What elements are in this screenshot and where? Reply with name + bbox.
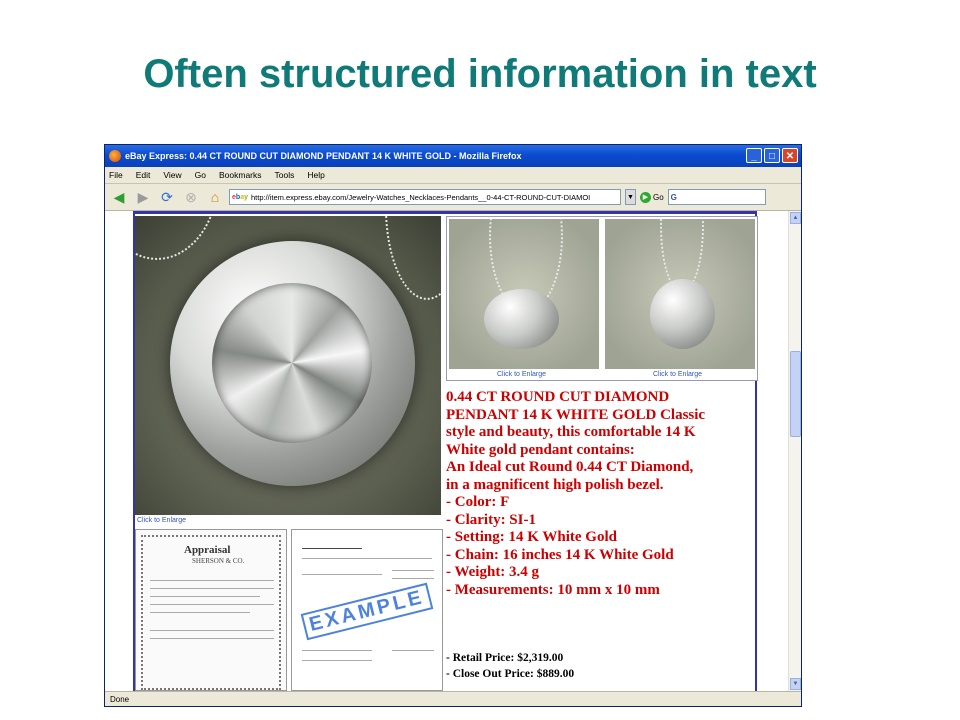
- description-line: PENDANT 14 K WHITE GOLD Classic: [446, 406, 706, 423]
- spec-setting: - Setting: 14 K White Gold: [446, 529, 617, 545]
- description-line: 0.44 CT ROUND CUT DIAMOND: [446, 389, 670, 405]
- closeout-price: - Close Out Price: $889.00: [446, 668, 575, 680]
- text-line: [150, 612, 250, 613]
- reload-icon[interactable]: ⟳: [161, 188, 173, 205]
- appraisal-certificate-image[interactable]: [135, 529, 287, 691]
- maximize-button[interactable]: □: [764, 148, 780, 163]
- description-line: An Ideal cut Round 0.44 CT Diamond,: [446, 459, 694, 475]
- text-line: [150, 580, 274, 581]
- window-title: eBay Express: 0.44 CT ROUND CUT DIAMOND PENDANT 14 K WHITE GOLD - Mozilla Firefox: [125, 151, 522, 161]
- spec-weight: - Weight: 3.4 g: [446, 564, 540, 580]
- menu-help[interactable]: Help: [307, 170, 325, 180]
- navigation-toolbar: [105, 184, 801, 211]
- menu-bookmarks[interactable]: Bookmarks: [218, 170, 262, 180]
- status-bar: [105, 691, 801, 706]
- url-input[interactable]: [229, 189, 621, 205]
- go-arrow-icon: ▶: [640, 192, 651, 203]
- text-line: [302, 548, 362, 549]
- menu-edit[interactable]: Edit: [135, 170, 151, 180]
- url-text: http://item.express.ebay.com/Jewelry-Watches_Necklaces-Pendants__0-44-CT-ROUND-CUT-DIAMOI: [251, 192, 591, 202]
- spec-measurements: - Measurements: 10 mm x 10 mm: [446, 581, 660, 598]
- url-dropdown-icon[interactable]: ▼: [625, 189, 636, 205]
- text-line: [150, 604, 274, 605]
- search-engine-icon: G: [670, 192, 677, 202]
- text-line: [150, 596, 260, 597]
- chain-right: [385, 216, 441, 300]
- text-line: [392, 650, 434, 651]
- search-input[interactable]: [668, 189, 766, 205]
- scroll-up-icon[interactable]: ▲: [790, 212, 801, 224]
- slide-title: Often structured information in text: [143, 52, 817, 96]
- appraisal-company: SHERSON & CO.: [192, 557, 245, 565]
- scroll-down-icon[interactable]: ▼: [790, 678, 801, 690]
- go-label: Go: [653, 192, 664, 202]
- menu-bar: [105, 167, 801, 184]
- thumb2-click-to-enlarge-link[interactable]: Click to Enlarge: [653, 371, 703, 378]
- spec-chain: - Chain: 16 inches 14 K White Gold: [446, 546, 674, 563]
- menu-go[interactable]: Go: [194, 170, 206, 180]
- status-text: Done: [110, 695, 130, 704]
- description-line: White gold pendant contains:: [446, 441, 635, 458]
- menu-file[interactable]: File: [109, 170, 123, 180]
- thumb-pendant: [484, 289, 559, 349]
- stop-icon[interactable]: ⊗: [185, 188, 197, 205]
- page-content: [105, 211, 788, 691]
- example-stamp: EXAMPLE: [301, 583, 433, 641]
- go-button[interactable]: [640, 192, 664, 203]
- close-button[interactable]: ✕: [782, 148, 798, 163]
- chain-left: [135, 216, 219, 260]
- firefox-icon: [109, 150, 121, 162]
- description-line: in a magnificent high polish bezel.: [446, 476, 664, 493]
- thumbnail-side[interactable]: [605, 219, 755, 369]
- menu-view[interactable]: View: [163, 170, 182, 180]
- thumbnail-front[interactable]: [449, 219, 599, 369]
- text-line: [302, 650, 372, 651]
- menu-tools[interactable]: Tools: [274, 170, 295, 180]
- main-click-to-enlarge-link[interactable]: Click to Enlarge: [137, 517, 187, 524]
- appraisal-heading: Appraisal: [184, 544, 231, 556]
- thumbnail-row: [446, 216, 758, 381]
- minimize-button[interactable]: _: [746, 148, 762, 163]
- ebay-favicon-icon: ebay: [232, 193, 248, 201]
- vertical-scrollbar[interactable]: [788, 211, 802, 691]
- pendant-bezel: [170, 241, 415, 486]
- forward-icon[interactable]: ▶: [137, 188, 149, 205]
- text-line: [392, 578, 434, 579]
- main-product-photo[interactable]: [135, 216, 441, 515]
- scroll-thumb[interactable]: [790, 351, 801, 437]
- text-line: [150, 588, 274, 589]
- spec-clarity: - Clarity: SI-1: [446, 511, 536, 528]
- lab-report-image[interactable]: [291, 529, 443, 691]
- title-bar[interactable]: [105, 145, 801, 167]
- home-icon[interactable]: ⌂: [210, 189, 220, 205]
- browser-window: [104, 144, 802, 707]
- thumb1-click-to-enlarge-link[interactable]: Click to Enlarge: [497, 371, 547, 378]
- description-line: style and beauty, this comfortable 14 K: [446, 424, 696, 440]
- text-line: [302, 574, 382, 575]
- text-line: [392, 570, 434, 571]
- text-line: [150, 630, 274, 631]
- spec-color: - Color: F: [446, 494, 510, 510]
- text-line: [150, 638, 274, 639]
- text-line: [302, 660, 372, 661]
- price-block: [446, 650, 574, 682]
- text-line: [302, 558, 432, 559]
- diamond-icon: [212, 283, 372, 443]
- thumb-pendant: [650, 279, 715, 349]
- retail-price: - Retail Price: $2,319.00: [446, 652, 564, 664]
- back-icon[interactable]: ◀: [113, 188, 125, 205]
- item-description: [446, 389, 756, 599]
